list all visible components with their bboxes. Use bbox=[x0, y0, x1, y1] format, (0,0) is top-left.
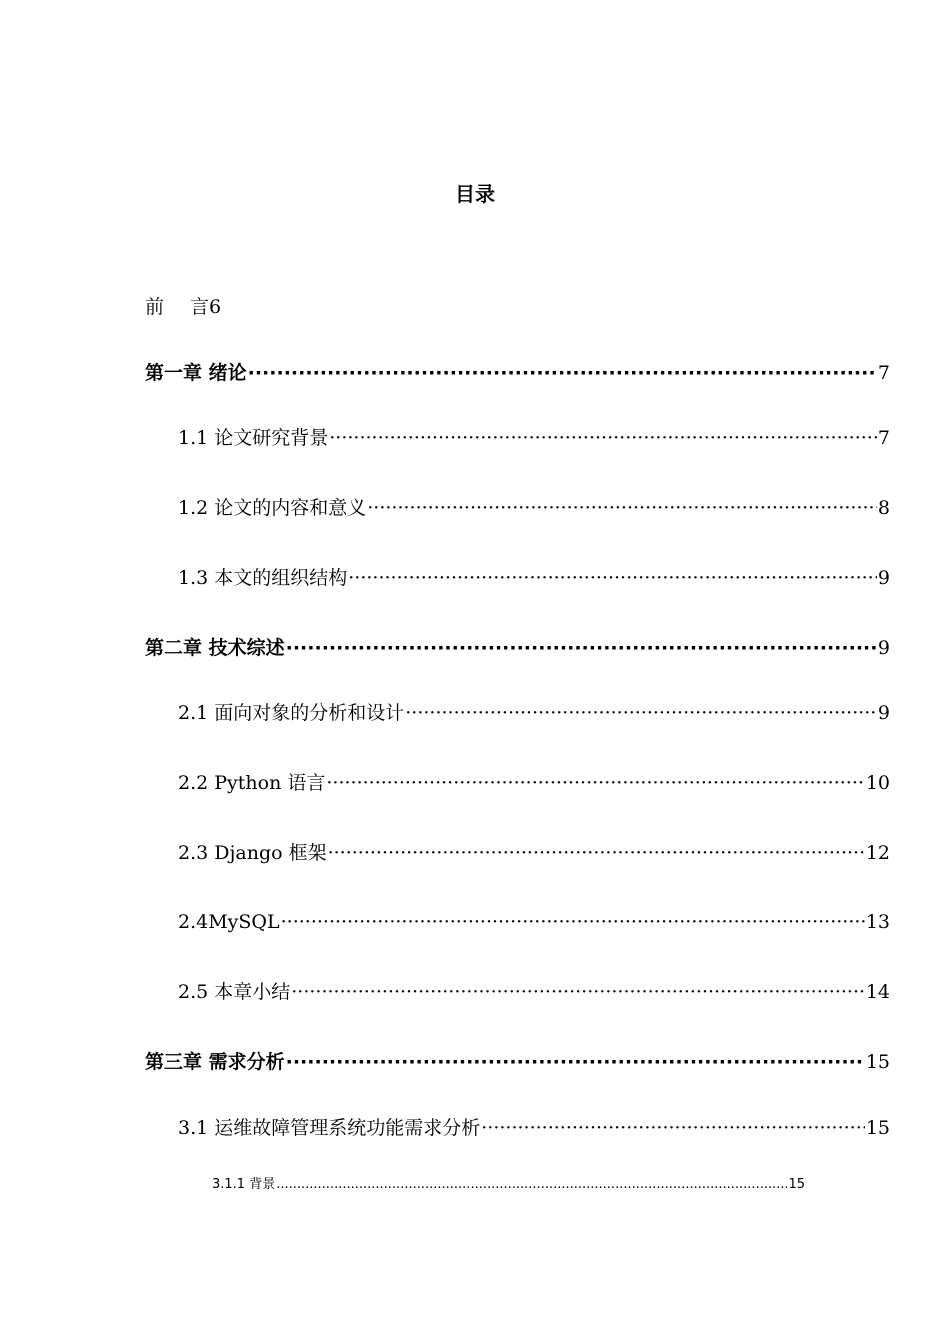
toc-entry-chapter-3[interactable] bbox=[145, 1049, 890, 1075]
toc-entry-label: 1.1 论文研究背景 bbox=[178, 427, 329, 449]
toc-entry-page: 14 bbox=[865, 981, 890, 1003]
toc-entry-page: 7 bbox=[877, 427, 890, 449]
dot-leader bbox=[405, 700, 877, 726]
toc-entry-section-1-2[interactable] bbox=[178, 495, 890, 521]
dot-leader bbox=[276, 1176, 787, 1194]
toc-entry-section-2-3[interactable] bbox=[178, 840, 890, 866]
toc-title: 目录 bbox=[455, 182, 495, 206]
preface-page-number: 6 bbox=[209, 296, 222, 318]
dot-leader bbox=[286, 1049, 865, 1075]
toc-entry-label: 第三章 需求分析 bbox=[145, 1051, 285, 1073]
toc-entry-label: 第二章 技术综述 bbox=[145, 637, 285, 659]
toc-entry-page: 9 bbox=[877, 637, 890, 659]
toc-entry-label: 第一章 绪论 bbox=[145, 362, 247, 384]
toc-entry-page: 12 bbox=[865, 842, 890, 864]
toc-entry-section-2-1[interactable] bbox=[178, 700, 890, 726]
toc-entry-page: 8 bbox=[877, 497, 890, 519]
preface-label-part1: 前 bbox=[145, 296, 165, 318]
toc-entry-label: 3.1 运维故障管理系统功能需求分析 bbox=[178, 1117, 481, 1139]
dot-leader bbox=[281, 909, 865, 935]
toc-entry-page: 10 bbox=[865, 772, 890, 794]
toc-entry-label: 2.3 Django 框架 bbox=[178, 842, 327, 864]
toc-entry-section-2-2[interactable] bbox=[178, 770, 890, 796]
toc-entry-chapter-1[interactable] bbox=[145, 360, 890, 386]
toc-entry-section-1-1[interactable] bbox=[178, 425, 890, 451]
toc-entry-label: 2.4MySQL bbox=[178, 911, 280, 933]
dot-leader bbox=[329, 425, 877, 451]
toc-entry-section-2-5[interactable] bbox=[178, 979, 890, 1005]
toc-entry-page: 15 bbox=[865, 1051, 890, 1073]
preface-label-part2: 言 bbox=[190, 296, 210, 318]
toc-entry-label: 1.3 本文的组织结构 bbox=[178, 567, 348, 589]
toc-entry-page: 9 bbox=[877, 567, 890, 589]
toc-entry-section-1-3[interactable] bbox=[178, 565, 890, 591]
toc-entry-page: 13 bbox=[865, 911, 890, 933]
toc-entry-subsection-3-1-1[interactable] bbox=[212, 1176, 805, 1194]
toc-entry-label: 3.1.1 背景 bbox=[212, 1177, 276, 1192]
toc-entry-page: 15 bbox=[788, 1177, 805, 1192]
toc-entry-section-3-1[interactable] bbox=[178, 1115, 890, 1141]
toc-entry-label: 2.2 Python 语言 bbox=[178, 772, 326, 794]
toc-entry-page: 15 bbox=[865, 1117, 890, 1139]
toc-entry-chapter-2[interactable] bbox=[145, 635, 890, 661]
toc-entry-section-2-4[interactable] bbox=[178, 909, 890, 935]
dot-leader bbox=[326, 770, 864, 796]
toc-entry-page: 7 bbox=[877, 362, 890, 384]
toc-entry-label: 2.1 面向对象的分析和设计 bbox=[178, 702, 405, 724]
dot-leader bbox=[481, 1115, 865, 1141]
toc-entry-preface[interactable] bbox=[145, 294, 221, 320]
dot-leader bbox=[328, 840, 865, 866]
dot-leader bbox=[248, 360, 877, 386]
toc-entry-label: 2.5 本章小结 bbox=[178, 981, 291, 1003]
toc-entry-page: 9 bbox=[877, 702, 890, 724]
dot-leader bbox=[286, 635, 877, 661]
toc-entry-label: 1.2 论文的内容和意义 bbox=[178, 497, 367, 519]
dot-leader bbox=[291, 979, 865, 1005]
dot-leader bbox=[348, 565, 877, 591]
dot-leader bbox=[367, 495, 877, 521]
